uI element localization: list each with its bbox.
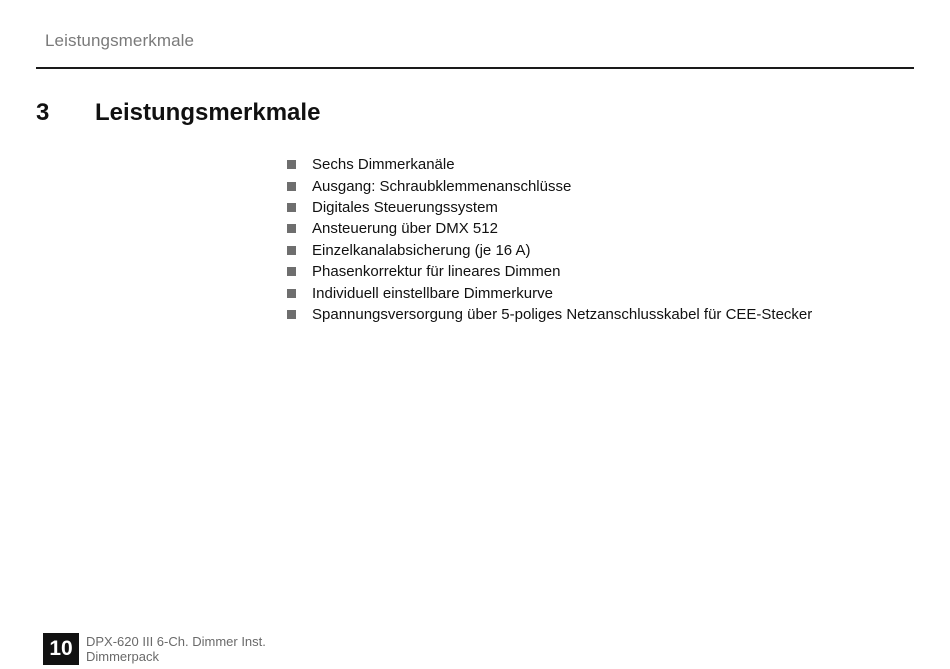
feature-list [287, 154, 812, 325]
square-bullet-icon [287, 289, 296, 298]
feature-text: Einzelkanalabsicherung (je 16 A) [312, 241, 531, 259]
footer-line-product: DPX-620 III 6-Ch. Dimmer Inst. [86, 634, 266, 649]
header-divider [36, 67, 914, 69]
list-item [287, 175, 812, 196]
chapter-heading [36, 99, 320, 127]
feature-text: Individuell einstellbare Dimmerkurve [312, 284, 553, 302]
list-item [287, 154, 812, 175]
chapter-title: Leistungsmerkmale [95, 99, 321, 126]
page-number: 10 [43, 633, 79, 665]
square-bullet-icon [287, 246, 296, 255]
list-item [287, 304, 812, 325]
list-item [287, 282, 812, 303]
chapter-number: 3 [36, 99, 50, 126]
feature-text: Sechs Dimmerkanäle [312, 156, 455, 174]
running-header: Leistungsmerkmale [45, 31, 195, 50]
list-item [287, 240, 812, 261]
square-bullet-icon [287, 267, 296, 276]
square-bullet-icon [287, 182, 296, 191]
square-bullet-icon [287, 203, 296, 212]
footer-product-info [86, 634, 266, 664]
square-bullet-icon [287, 160, 296, 169]
feature-text: Spannungsversorgung über 5-poliges Netzanschlusskabel für CEE-Stecker [312, 305, 813, 323]
feature-text: Ausgang: Schraubklemmenanschlüsse [312, 177, 572, 195]
square-bullet-icon [287, 310, 296, 319]
feature-text: Ansteuerung über DMX 512 [312, 220, 498, 238]
page-footer [43, 633, 266, 665]
list-item [287, 197, 812, 218]
feature-text: Phasenkorrektur für lineares Dimmen [312, 263, 561, 281]
feature-text: Digitales Steuerungssystem [312, 198, 498, 216]
list-item [287, 218, 812, 239]
footer-line-category: Dimmerpack [86, 649, 159, 664]
list-item [287, 261, 812, 282]
square-bullet-icon [287, 224, 296, 233]
